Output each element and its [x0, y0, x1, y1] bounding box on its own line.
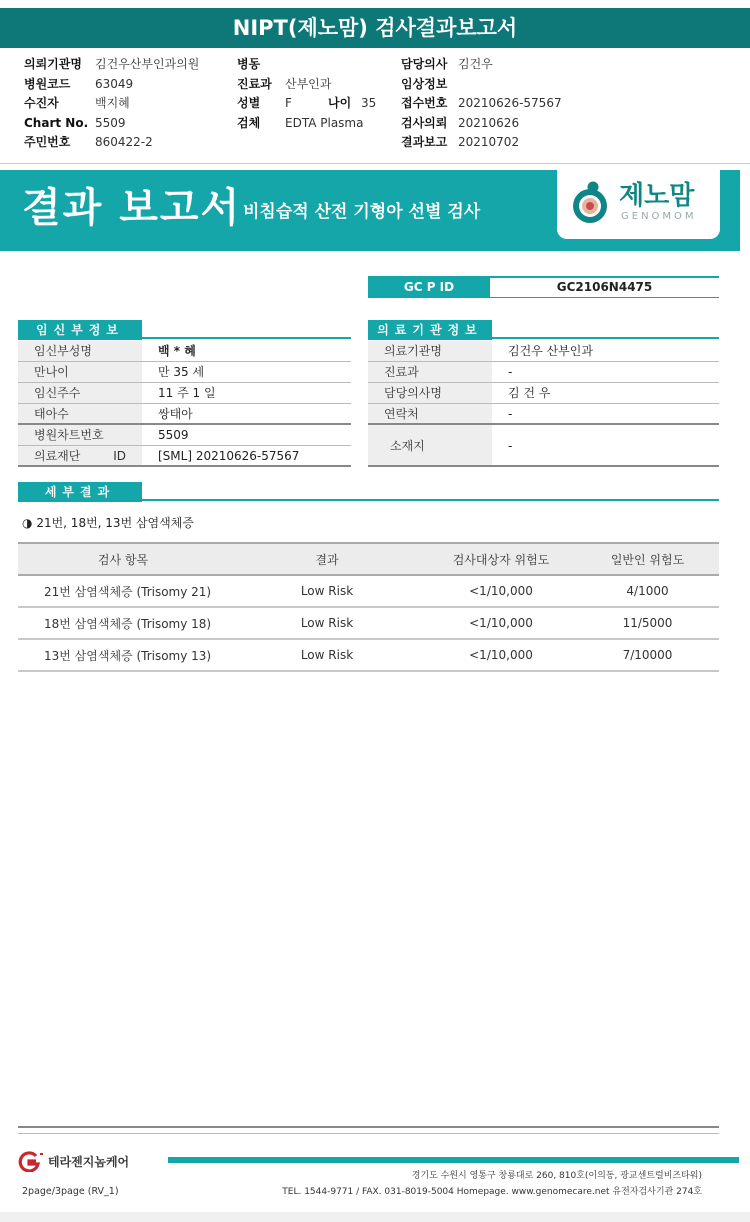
- cell-test-item: 21번 삼염색체증 (Trisomy 21): [18, 575, 228, 607]
- logo-text: 제노맘: [619, 181, 695, 211]
- field-value: -: [508, 365, 513, 379]
- cell-result: Low Risk: [228, 607, 426, 639]
- cell-result: Low Risk: [228, 639, 426, 671]
- info-label: 검체: [237, 115, 261, 130]
- field-value: -: [508, 439, 513, 453]
- cell-result: Low Risk: [228, 575, 426, 607]
- address-text: 경기도 수원시 영통구 창룡대로 260, 810호(이의동, 광교센트럴비즈타워): [411, 1171, 702, 1181]
- info-label: 검사의뢰: [401, 115, 448, 130]
- patient-info-column: [24, 55, 199, 153]
- report-title: NIPT(제노맘) 검사결과보고서: [0, 8, 750, 48]
- info-label: Chart No.: [24, 115, 89, 130]
- column-header: 일반인 위험도: [576, 543, 719, 575]
- section-title: 임신부정보: [18, 320, 142, 340]
- cell-general-risk: 11/5000: [576, 607, 719, 639]
- cell-general-risk: 7/10000: [576, 639, 719, 671]
- field-label: 병원차트번호: [18, 425, 142, 445]
- half-circle-icon: ◑: [22, 516, 33, 530]
- info-label: 나이: [328, 96, 352, 111]
- page-number: 2page/3page (RV_1): [22, 1186, 119, 1197]
- cell-test-item: 18번 삼염색체증 (Trisomy 18): [18, 607, 228, 639]
- info-value: 백지혜: [95, 96, 130, 111]
- field-value: [SML] 20210626-57567: [158, 449, 300, 463]
- info-label: 담당의사: [401, 57, 448, 71]
- info-value: 860422-2: [95, 135, 153, 150]
- info-value: F: [285, 96, 292, 111]
- table-header-row: [18, 543, 719, 575]
- field-value: 김 건 우: [508, 386, 551, 400]
- field-value: 만 35 세: [158, 365, 205, 379]
- info-label: 병동: [237, 57, 261, 71]
- field-label: 의료기관명: [368, 341, 492, 361]
- cell-general-risk: 4/1000: [576, 575, 719, 607]
- pregnant-info-table: [18, 341, 351, 467]
- field-value: 5509: [158, 428, 189, 442]
- doctor-info-column: [401, 55, 562, 153]
- banner-subtitle: 비침습적 산전 기형아 선별 검사: [243, 202, 481, 222]
- company-logo-icon: [14, 1150, 44, 1172]
- field-label: 임신주수: [18, 383, 142, 403]
- column-header: 검사대상자 위험도: [426, 543, 576, 575]
- banner-title: 결과 보고서: [22, 185, 242, 231]
- results-table: [18, 542, 719, 672]
- info-value: 김건우산부인과의원: [95, 57, 200, 71]
- field-label: 연락처: [368, 404, 492, 423]
- info-value: 20210626: [458, 115, 520, 130]
- company-name: 테라젠지놈케어: [48, 1154, 130, 1169]
- logo-subtext: GENOMOM: [621, 211, 697, 222]
- column-header: 결과: [228, 543, 426, 575]
- info-value: 35: [361, 96, 377, 111]
- field-value: 백 * 혜: [158, 344, 196, 358]
- field-label: 만나이: [18, 362, 142, 382]
- info-label: 의뢰기관명: [24, 57, 82, 71]
- info-label: 주민번호: [24, 135, 71, 150]
- pregnant-info-header: [18, 319, 351, 339]
- field-label: 태아수: [18, 404, 142, 423]
- table-row: [18, 639, 719, 671]
- footer-divider: [18, 1126, 719, 1134]
- cell-subject-risk: <1/10,000: [426, 607, 576, 639]
- field-label: 진료과: [368, 362, 492, 382]
- info-value: 20210626-57567: [458, 96, 562, 111]
- result-banner: [0, 170, 740, 251]
- section-title: 세부결과: [18, 482, 142, 502]
- column-header: 검사 항목: [18, 543, 228, 575]
- info-value: EDTA Plasma: [285, 115, 364, 130]
- info-label: 진료과: [237, 76, 272, 91]
- info-label: 병원코드: [24, 76, 71, 91]
- detail-result-header: [18, 481, 719, 501]
- field-label: 담당의사명: [368, 383, 492, 403]
- detail-subheading-text: 21번, 18번, 13번 삼염색체증: [36, 516, 194, 530]
- genomom-logo-icon: [571, 181, 613, 227]
- gcp-id: [368, 276, 719, 298]
- cell-subject-risk: <1/10,000: [426, 575, 576, 607]
- contact-text: TEL. 1544-9771 / FAX. 031-8019-5004 Homepage. www.genomecare.net 유전자검사기관 274호: [282, 1187, 702, 1197]
- clinic-info-table: [368, 341, 719, 467]
- table-row: [18, 575, 719, 607]
- field-value: 11 주 1 일: [158, 386, 216, 400]
- cell-subject-risk: <1/10,000: [426, 639, 576, 671]
- field-value: 김건우 산부인과: [508, 344, 593, 358]
- info-label: 결과보고: [401, 135, 448, 150]
- gcp-id-value: GC2106N4475: [556, 280, 653, 294]
- info-value: 김건우: [458, 57, 493, 71]
- field-label: 의료재단 ID: [18, 446, 142, 465]
- footer-accent-bar: [168, 1157, 739, 1163]
- genomom-logo: [557, 170, 720, 239]
- gcp-id-label: GC P ID: [368, 278, 490, 297]
- field-value: -: [508, 407, 513, 421]
- field-label: 임신부성명: [18, 341, 142, 361]
- field-label: 소재지: [368, 425, 492, 465]
- info-value: 63049: [95, 76, 134, 91]
- info-label: 임상정보: [401, 76, 448, 91]
- info-value: 20210702: [458, 135, 520, 150]
- footer-address: [282, 1168, 702, 1200]
- field-value: 쌍태아: [158, 407, 193, 421]
- company-logo: [14, 1150, 129, 1172]
- info-value: 산부인과: [285, 76, 332, 91]
- info-value: 5509: [95, 115, 126, 130]
- cell-test-item: 13번 삼염색체증 (Trisomy 13): [18, 639, 228, 671]
- info-label: 수진자: [24, 96, 59, 111]
- table-row: [18, 607, 719, 639]
- info-label: 성별: [237, 96, 261, 111]
- section-title: 의료기관정보: [368, 320, 492, 340]
- info-label: 접수번호: [401, 96, 448, 111]
- order-info-column: [237, 55, 376, 133]
- clinic-info-header: [368, 319, 719, 339]
- detail-subheading: [22, 514, 194, 531]
- divider: [0, 163, 750, 164]
